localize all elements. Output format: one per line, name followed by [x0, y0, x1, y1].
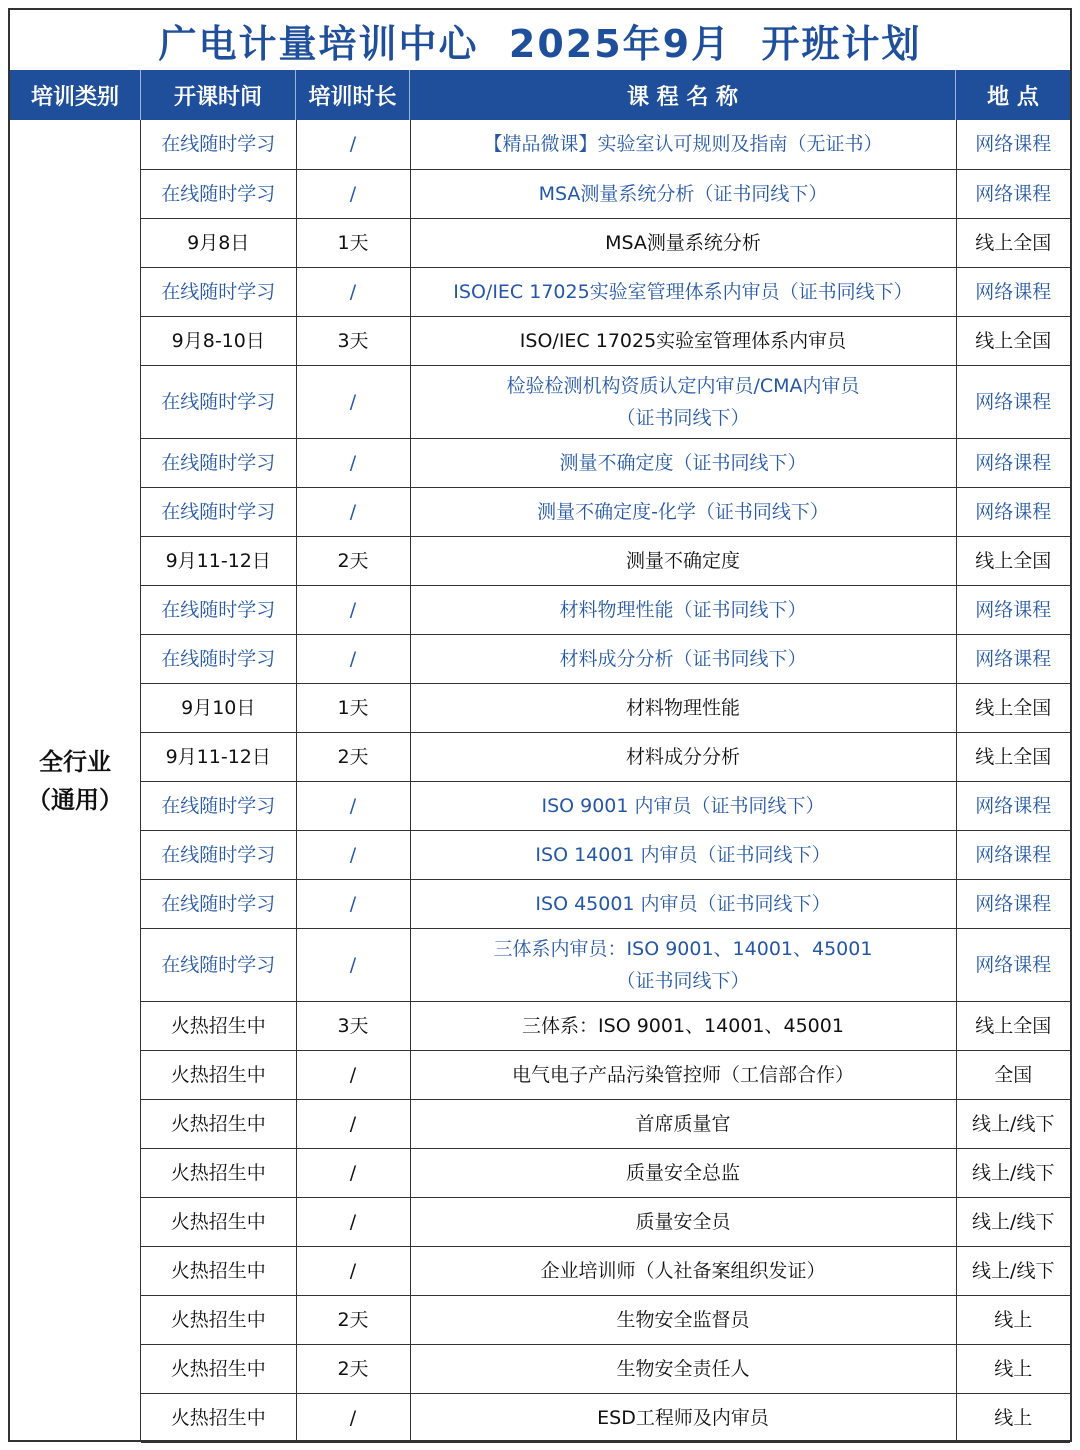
start-time-cell: 火热招生中	[141, 1099, 296, 1148]
course-name-cell: 检验检测机构资质认定内审员/CMA内审员 （证书同线下）	[410, 365, 956, 438]
course-name-cell: 材料物理性能	[410, 683, 956, 732]
course-name-cell: ISO/IEC 17025实验室管理体系内审员（证书同线下）	[410, 267, 956, 316]
location-cell: 网络课程	[956, 438, 1070, 487]
course-name-cell: MSA测量系统分析	[410, 218, 956, 267]
location-cell: 网络课程	[956, 879, 1070, 928]
course-name-cell: ISO 9001 内审员（证书同线下）	[410, 781, 956, 830]
start-time-cell: 火热招生中	[141, 1050, 296, 1099]
duration-cell: /	[296, 1197, 410, 1246]
duration-cell: /	[296, 169, 410, 218]
location-cell: 网络课程	[956, 781, 1070, 830]
start-time-cell: 在线随时学习	[141, 781, 296, 830]
location-cell: 线上全国	[956, 1001, 1070, 1050]
table-row	[141, 634, 1070, 683]
start-time-cell: 9月11-12日	[141, 536, 296, 585]
location-cell: 网络课程	[956, 120, 1070, 169]
table-row	[141, 1001, 1070, 1050]
start-time-cell: 在线随时学习	[141, 120, 296, 169]
table-row	[141, 585, 1070, 634]
table-row	[141, 218, 1070, 267]
table-row	[141, 1344, 1070, 1393]
location-cell: 线上	[956, 1344, 1070, 1393]
duration-cell: 3天	[296, 1001, 410, 1050]
start-time-cell: 9月10日	[141, 683, 296, 732]
table-row	[141, 879, 1070, 928]
course-name-cell: 测量不确定度-化学（证书同线下）	[410, 487, 956, 536]
location-cell: 网络课程	[956, 365, 1070, 438]
location-cell: 网络课程	[956, 928, 1070, 1001]
table-row	[141, 316, 1070, 365]
course-name-cell: ISO 14001 内审员（证书同线下）	[410, 830, 956, 879]
table-row	[141, 732, 1070, 781]
duration-cell: 2天	[296, 732, 410, 781]
location-cell: 网络课程	[956, 169, 1070, 218]
course-name-cell: MSA测量系统分析（证书同线下）	[410, 169, 956, 218]
course-name-cell: 生物安全监督员	[410, 1295, 956, 1344]
location-cell: 线上	[956, 1295, 1070, 1344]
category-label: 全行业 （通用）	[27, 748, 123, 814]
course-name-cell: 材料物理性能（证书同线下）	[410, 585, 956, 634]
start-time-cell: 火热招生中	[141, 1001, 296, 1050]
course-name-cell: 材料成分分析（证书同线下）	[410, 634, 956, 683]
location-cell: 网络课程	[956, 487, 1070, 536]
start-time-cell: 火热招生中	[141, 1197, 296, 1246]
duration-cell: /	[296, 830, 410, 879]
course-name-cell: 首席质量官	[410, 1099, 956, 1148]
course-name-cell: 电气电子产品污染管控师（工信部合作）	[410, 1050, 956, 1099]
header-category: 培训类别	[10, 70, 141, 120]
course-name-cell: 质量安全员	[410, 1197, 956, 1246]
location-cell: 网络课程	[956, 634, 1070, 683]
duration-cell: /	[296, 365, 410, 438]
location-cell: 线上	[956, 1393, 1070, 1442]
location-cell: 线上全国	[956, 536, 1070, 585]
course-name-cell: 三体系：ISO 9001、14001、45001	[410, 1001, 956, 1050]
course-name-cell: ISO 45001 内审员（证书同线下）	[410, 879, 956, 928]
duration-cell: /	[296, 438, 410, 487]
duration-cell: 3天	[296, 316, 410, 365]
duration-cell: 1天	[296, 683, 410, 732]
course-name-cell: 三体系内审员：ISO 9001、14001、45001 （证书同线下）	[410, 928, 956, 1001]
location-cell: 线上/线下	[956, 1148, 1070, 1197]
header-start-time: 开课时间	[141, 70, 296, 120]
course-rows	[141, 120, 1070, 1443]
duration-cell: 1天	[296, 218, 410, 267]
duration-cell: 2天	[296, 1344, 410, 1393]
header-course-name: 课 程 名 称	[410, 70, 956, 120]
location-cell: 网络课程	[956, 830, 1070, 879]
table-row	[141, 781, 1070, 830]
start-time-cell: 在线随时学习	[141, 634, 296, 683]
start-time-cell: 在线随时学习	[141, 585, 296, 634]
table-row	[141, 536, 1070, 585]
location-cell: 线上/线下	[956, 1246, 1070, 1295]
table-row	[141, 487, 1070, 536]
duration-cell: /	[296, 1050, 410, 1099]
course-name-cell: 测量不确定度（证书同线下）	[410, 438, 956, 487]
start-time-cell: 9月8-10日	[141, 316, 296, 365]
duration-cell: /	[296, 928, 410, 1001]
table-row	[141, 267, 1070, 316]
table-row	[141, 1295, 1070, 1344]
table-row	[141, 1099, 1070, 1148]
course-name-cell: 生物安全责任人	[410, 1344, 956, 1393]
location-cell: 网络课程	[956, 267, 1070, 316]
start-time-cell: 火热招生中	[141, 1295, 296, 1344]
header-location: 地 点	[956, 70, 1070, 120]
location-cell: 线上全国	[956, 316, 1070, 365]
location-cell: 线上全国	[956, 218, 1070, 267]
start-time-cell: 在线随时学习	[141, 365, 296, 438]
start-time-cell: 火热招生中	[141, 1246, 296, 1295]
page-title: 广电计量培训中心 2025年9月 开班计划	[158, 21, 922, 66]
table-row	[141, 438, 1070, 487]
table-row	[141, 1246, 1070, 1295]
duration-cell: 2天	[296, 1295, 410, 1344]
location-cell: 线上/线下	[956, 1099, 1070, 1148]
duration-cell: /	[296, 781, 410, 830]
location-cell: 网络课程	[956, 585, 1070, 634]
start-time-cell: 火热招生中	[141, 1148, 296, 1197]
location-cell: 线上全国	[956, 683, 1070, 732]
start-time-cell: 在线随时学习	[141, 928, 296, 1001]
table-row	[141, 830, 1070, 879]
duration-cell: /	[296, 487, 410, 536]
table-row	[141, 1197, 1070, 1246]
course-name-cell: ESD工程师及内审员	[410, 1393, 956, 1442]
start-time-cell: 9月11-12日	[141, 732, 296, 781]
start-time-cell: 在线随时学习	[141, 438, 296, 487]
course-name-cell: 【精品微课】实验室认可规则及指南（无证书）	[410, 120, 956, 169]
schedule-table	[8, 8, 1072, 1442]
course-name-cell: ISO/IEC 17025实验室管理体系内审员	[410, 316, 956, 365]
table-row	[141, 1393, 1070, 1442]
course-name-cell: 测量不确定度	[410, 536, 956, 585]
start-time-cell: 在线随时学习	[141, 487, 296, 536]
start-time-cell: 火热招生中	[141, 1344, 296, 1393]
duration-cell: /	[296, 267, 410, 316]
table-row	[141, 1050, 1070, 1099]
table-row	[141, 683, 1070, 732]
course-name-cell: 材料成分分析	[410, 732, 956, 781]
start-time-cell: 火热招生中	[141, 1393, 296, 1442]
course-name-cell: 质量安全总监	[410, 1148, 956, 1197]
course-name-cell: 企业培训师（人社备案组织发证）	[410, 1246, 956, 1295]
duration-cell: /	[296, 879, 410, 928]
header-duration: 培训时长	[296, 70, 410, 120]
duration-cell: /	[296, 1393, 410, 1442]
duration-cell: /	[296, 1148, 410, 1197]
table-row	[141, 365, 1070, 438]
table-row	[141, 169, 1070, 218]
location-cell: 线上/线下	[956, 1197, 1070, 1246]
table-row	[141, 928, 1070, 1001]
start-time-cell: 在线随时学习	[141, 879, 296, 928]
duration-cell: 2天	[296, 536, 410, 585]
duration-cell: /	[296, 1246, 410, 1295]
duration-cell: /	[296, 120, 410, 169]
start-time-cell: 在线随时学习	[141, 267, 296, 316]
location-cell: 全国	[956, 1050, 1070, 1099]
start-time-cell: 在线随时学习	[141, 169, 296, 218]
table-row	[141, 120, 1070, 169]
table-row	[141, 1148, 1070, 1197]
category-cell	[10, 120, 141, 1442]
start-time-cell: 9月8日	[141, 218, 296, 267]
start-time-cell: 在线随时学习	[141, 830, 296, 879]
duration-cell: /	[296, 585, 410, 634]
duration-cell: /	[296, 634, 410, 683]
location-cell: 线上全国	[956, 732, 1070, 781]
duration-cell: /	[296, 1099, 410, 1148]
